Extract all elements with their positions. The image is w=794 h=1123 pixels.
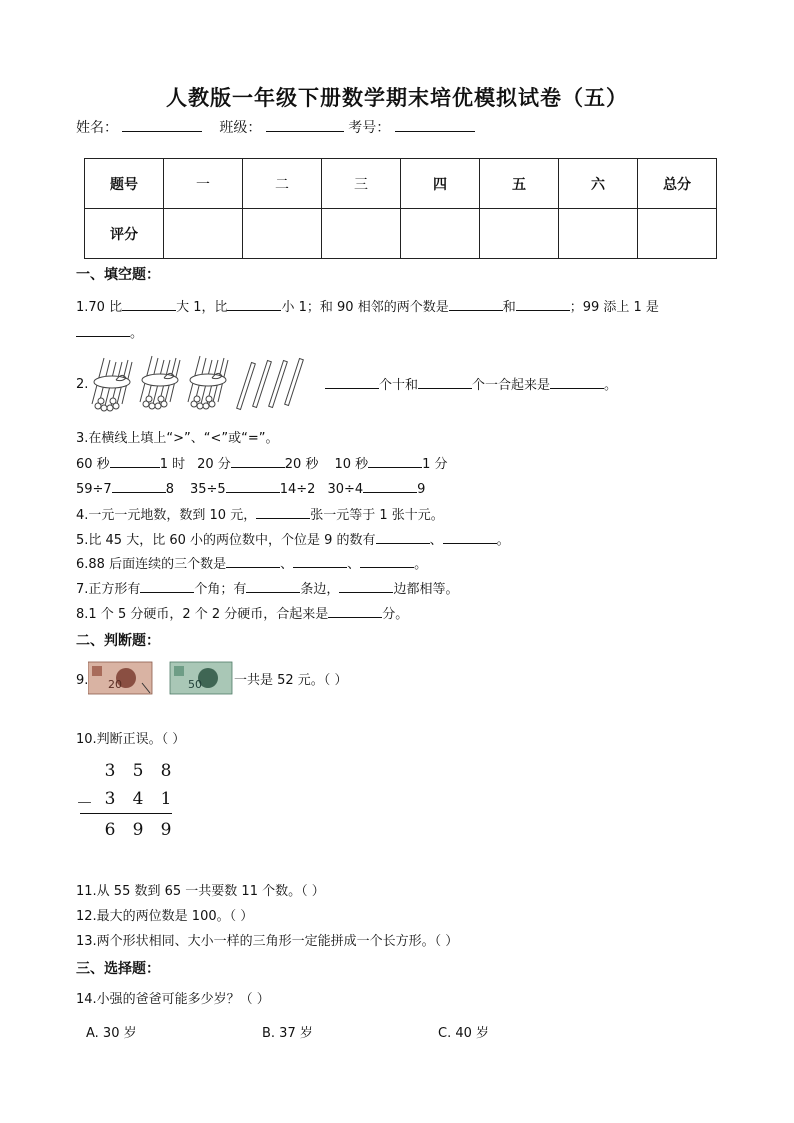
question-6	[76, 555, 427, 574]
answer-blank[interactable]	[122, 298, 176, 311]
q7-text: 边都相等。	[393, 582, 459, 597]
single-stick-icon	[237, 359, 304, 410]
q4-text: 4.一元一元地数，数到 10 元，	[76, 508, 257, 523]
digit: 5	[132, 761, 144, 781]
q3-text: 14÷2	[279, 482, 316, 497]
q3-text: 1 分	[422, 457, 448, 472]
class-label: 班级：	[219, 120, 262, 136]
note-20-label: 20	[108, 678, 122, 691]
name-field[interactable]	[122, 119, 202, 132]
section-true-false: 二、判断题：	[76, 633, 160, 649]
answer-blank[interactable]	[418, 376, 472, 389]
q1-text: 和	[502, 300, 516, 315]
q1-text: 小 1；和 90 相邻的两个数是	[281, 300, 449, 315]
question-2	[325, 376, 617, 395]
bundle-of-ten-icon	[92, 358, 132, 411]
question-4	[76, 506, 444, 525]
option-b[interactable]: B. 37 岁	[262, 1026, 313, 1041]
answer-blank[interactable]	[363, 480, 417, 493]
q1-text: 。	[130, 326, 144, 341]
answer-blank[interactable]	[449, 298, 503, 311]
question-9: 一共是 52 元。（ ）	[234, 673, 348, 688]
q8-text: 8.1 个 5 分硬币，2 个 2 分硬币，合起来是	[76, 607, 329, 622]
q6-text: 、	[280, 557, 294, 572]
question-3-row1	[76, 455, 448, 474]
page-title: 人教版一年级下册数学期末培优模拟试卷（五）	[166, 86, 628, 110]
q6-text: 6.88 后面连续的三个数是	[76, 557, 227, 572]
question-3-stem: 3.在横线上填上“>”、“<”或“=”。	[76, 431, 279, 446]
q9-number: 9.	[76, 673, 89, 688]
vertical-subtraction-result	[96, 820, 180, 840]
answer-blank[interactable]	[368, 455, 422, 468]
q7-text: 个角；有	[194, 582, 247, 597]
q2-text: 。	[604, 378, 618, 393]
digit: 1	[160, 789, 172, 809]
option-c[interactable]: C. 40 岁	[438, 1026, 490, 1041]
q1-text: 1.70 比	[76, 300, 123, 315]
student-info	[76, 119, 475, 137]
q3-text: 59÷7	[76, 482, 112, 497]
score-header-cell: 六	[559, 159, 638, 209]
digit: 3	[104, 789, 116, 809]
answer-blank[interactable]	[226, 555, 280, 568]
score-input-cell[interactable]	[638, 209, 717, 259]
score-input-cell[interactable]	[164, 209, 243, 259]
question-5	[76, 531, 510, 550]
fifty-yuan-note-icon	[170, 662, 232, 694]
answer-blank[interactable]	[246, 580, 300, 593]
question-7	[76, 580, 458, 599]
section-multiple-choice: 三、选择题：	[76, 961, 160, 977]
q2-number: 2.	[76, 377, 89, 392]
score-table	[84, 158, 717, 259]
digit: 4	[132, 789, 144, 809]
score-header-cell: 五	[480, 159, 559, 209]
score-input-cell[interactable]	[559, 209, 638, 259]
subtraction-line	[80, 813, 172, 814]
question-10-stem: 10.判断正误。（ ）	[76, 732, 186, 747]
answer-blank[interactable]	[110, 455, 160, 468]
score-input-cell[interactable]	[401, 209, 480, 259]
q2-text: 个十和	[379, 378, 419, 393]
name-label: 姓名：	[76, 120, 118, 136]
digit: 9	[160, 820, 172, 840]
answer-blank[interactable]	[325, 376, 379, 389]
q1-text: ；99 添上 1 是	[569, 300, 659, 315]
digit: 3	[104, 761, 116, 781]
answer-blank[interactable]	[443, 531, 497, 544]
score-input-cell[interactable]	[243, 209, 322, 259]
twenty-yuan-note-icon	[88, 662, 152, 694]
question-14: 14.小强的爸爸可能多少岁？（ ）	[76, 992, 270, 1007]
answer-blank[interactable]	[140, 580, 194, 593]
question-12: 12.最大的两位数是 100。（ ）	[76, 909, 254, 924]
q3-text: 10 秒	[334, 457, 369, 472]
question-11: 11.从 55 数到 65 一共要数 11 个数。（ ）	[76, 884, 325, 899]
digit: 9	[132, 820, 144, 840]
q3-text: 60 秒	[76, 457, 110, 472]
answer-blank[interactable]	[516, 298, 570, 311]
q5-text: 、	[429, 533, 443, 548]
score-header-cell: 四	[401, 159, 480, 209]
score-header-cell: 总分	[638, 159, 717, 209]
answer-blank[interactable]	[256, 506, 310, 519]
class-field[interactable]	[266, 119, 344, 132]
question-8	[76, 605, 408, 624]
vertical-subtraction-row1	[96, 761, 180, 781]
score-header-cell: 三	[322, 159, 401, 209]
q5-text: 5.比 45 大，比 60 小的两位数中，个位是 9 的数有	[76, 533, 376, 548]
q7-text: 7.正方形有	[76, 582, 141, 597]
answer-blank[interactable]	[76, 324, 130, 337]
answer-blank[interactable]	[550, 376, 604, 389]
sticks-bundles-image	[86, 352, 326, 414]
q3-text: 35÷5	[190, 482, 226, 497]
q3-text: 30÷4	[327, 482, 364, 497]
score-header-cell: 二	[243, 159, 322, 209]
score-input-cell[interactable]	[322, 209, 401, 259]
answer-blank[interactable]	[376, 531, 430, 544]
section-fill-blank: 一、填空题：	[76, 267, 160, 283]
exam-no-field[interactable]	[395, 119, 475, 132]
bundle-of-ten-icon	[140, 356, 180, 409]
question-1-cont	[76, 324, 143, 343]
question-13: 13.两个形状相同、大小一样的三角形一定能拼成一个长方形。（ ）	[76, 934, 459, 949]
q5-text: 。	[496, 533, 510, 548]
score-header-cell: 题号	[85, 159, 164, 209]
q3-text: 20 秒	[284, 457, 319, 472]
digit: 6	[104, 820, 116, 840]
answer-blank[interactable]	[360, 555, 414, 568]
score-row-label: 评分	[85, 209, 164, 259]
answer-blank[interactable]	[328, 605, 382, 618]
answer-blank[interactable]	[293, 555, 347, 568]
exam-no-label: 考号：	[348, 120, 391, 136]
answer-blank[interactable]	[112, 480, 166, 493]
question-1	[76, 298, 659, 317]
score-table-header-row	[85, 159, 717, 209]
minus-sign: －	[76, 794, 93, 814]
answer-blank[interactable]	[227, 298, 281, 311]
answer-blank[interactable]	[226, 480, 280, 493]
q6-text: 。	[414, 557, 428, 572]
q4-text: 张一元等于 1 张十元。	[310, 508, 444, 523]
q2-text: 个一合起来是	[472, 378, 551, 393]
score-table-score-row	[85, 209, 717, 259]
q3-text: 20 分	[197, 457, 231, 472]
banknotes-image	[88, 661, 234, 695]
digit: 8	[160, 761, 172, 781]
q3-text: 9	[417, 482, 426, 497]
q6-text: 、	[347, 557, 361, 572]
score-input-cell[interactable]	[480, 209, 559, 259]
answer-blank[interactable]	[231, 455, 285, 468]
note-50-label: 50	[188, 678, 202, 691]
q8-text: 分。	[382, 607, 409, 622]
option-a[interactable]: A. 30 岁	[86, 1026, 137, 1041]
answer-blank[interactable]	[339, 580, 393, 593]
q3-text: 1 时	[159, 457, 186, 472]
q3-text: 8	[165, 482, 174, 497]
q1-text: 大 1，比	[176, 300, 228, 315]
question-3-row2	[76, 480, 425, 499]
score-header-cell: 一	[164, 159, 243, 209]
q7-text: 条边，	[300, 582, 340, 597]
bundle-of-ten-icon	[188, 356, 228, 409]
vertical-subtraction-row2	[96, 789, 180, 809]
